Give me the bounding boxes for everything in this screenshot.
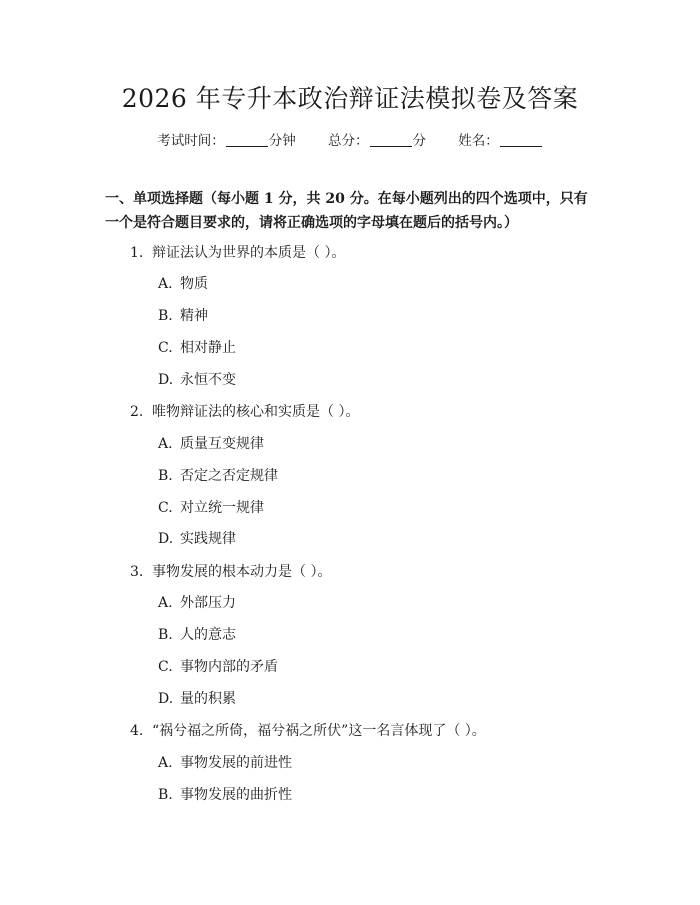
option-letter: A. <box>158 436 173 452</box>
total-score-unit: 分 <box>412 133 426 149</box>
question-number: 3. <box>130 564 144 580</box>
option-letter: C. <box>158 659 173 675</box>
exam-title: 2026 年专升本政治辩证法模拟卷及答案 <box>121 84 579 113</box>
option-text: 物质 <box>180 276 208 292</box>
question-1 <box>130 243 345 263</box>
option-text: 质量互变规律 <box>180 436 264 452</box>
total-score-label: 总分： <box>328 133 369 149</box>
question-2-option-b <box>158 466 278 486</box>
question-4-option-a <box>158 753 292 773</box>
student-name-label: 姓名： <box>458 133 499 149</box>
option-text: 精神 <box>180 308 208 324</box>
question-1-option-c <box>158 338 236 358</box>
student-name-blank <box>500 132 542 147</box>
option-letter: B. <box>158 308 173 324</box>
question-2-option-a <box>158 434 264 454</box>
question-4-option-b <box>158 785 292 805</box>
option-letter: A. <box>158 755 173 771</box>
option-text: 人的意志 <box>180 627 236 643</box>
option-text: 量的积累 <box>180 691 236 707</box>
question-text: 唯物辩证法的核心和实质是（ ）。 <box>152 404 360 420</box>
question-text: 辩证法认为世界的本质是（ ）。 <box>152 245 346 261</box>
question-1-option-a <box>158 274 208 294</box>
option-letter: C. <box>158 500 173 516</box>
total-score-field <box>328 131 426 151</box>
question-4 <box>130 721 486 741</box>
option-text: 事物内部的矛盾 <box>180 659 278 675</box>
exam-meta-line <box>0 131 700 151</box>
exam-time-field <box>157 131 296 151</box>
option-letter: D. <box>158 691 174 707</box>
question-number: 4. <box>130 723 144 739</box>
question-3-option-d <box>158 689 236 709</box>
question-number: 2. <box>130 404 144 420</box>
question-text: “祸兮福之所倚，福兮祸之所伏”这一名言体现了（ ）。 <box>152 723 486 739</box>
exam-time-blank <box>226 132 268 147</box>
question-2-option-c <box>158 498 264 518</box>
question-1-option-d <box>158 370 236 390</box>
option-text: 否定之否定规律 <box>180 468 278 484</box>
option-text: 相对静止 <box>180 340 236 356</box>
option-letter: B. <box>158 627 173 643</box>
question-3-option-a <box>158 593 236 613</box>
option-text: 事物发展的前进性 <box>180 755 292 771</box>
student-name-field <box>458 131 543 151</box>
option-letter: D. <box>158 531 174 547</box>
question-number: 1. <box>130 245 144 261</box>
section-heading: 一、单项选择题（每小题 1 分，共 20 分。在每小题列出的四个选项中，只有一个是符合题目要求的，请将正确选项的字母填在题后的括号内。） <box>105 191 588 231</box>
exam-time-unit: 分钟 <box>268 133 296 149</box>
question-3-option-b <box>158 625 236 645</box>
question-text: 事物发展的根本动力是（ ）。 <box>152 564 332 580</box>
total-score-blank <box>370 132 412 147</box>
option-letter: A. <box>158 276 173 292</box>
exam-time-label: 考试时间： <box>157 133 225 149</box>
question-1-option-b <box>158 306 208 326</box>
option-text: 永恒不变 <box>180 372 236 388</box>
option-text: 对立统一规律 <box>180 500 264 516</box>
option-letter: B. <box>158 787 173 803</box>
option-text: 实践规律 <box>180 531 236 547</box>
question-2 <box>130 402 359 422</box>
option-text: 事物发展的曲折性 <box>180 787 292 803</box>
question-2-option-d <box>158 529 236 549</box>
option-letter: C. <box>158 340 173 356</box>
question-3-option-c <box>158 657 278 677</box>
question-3 <box>130 562 331 582</box>
option-letter: D. <box>158 372 174 388</box>
option-letter: B. <box>158 468 173 484</box>
option-text: 外部压力 <box>180 595 236 611</box>
option-letter: A. <box>158 595 173 611</box>
